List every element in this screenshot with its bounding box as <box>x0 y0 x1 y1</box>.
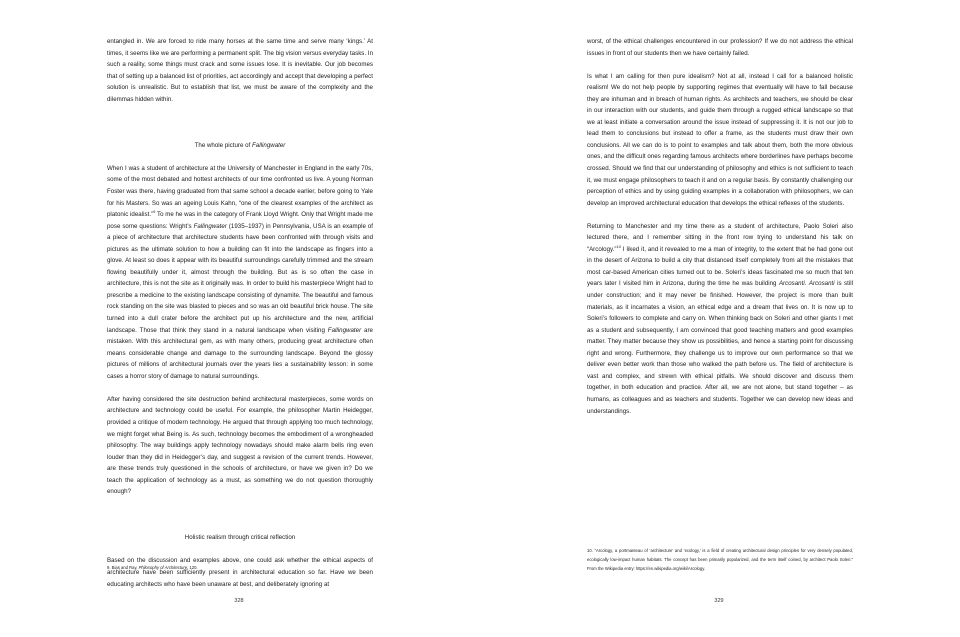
paragraph: After having considered the site destruction behind architectural masterpieces, some words on architecture and technology could be useful. For example, the philosopher Martin Heidegger, provided a critique of modern technology. He argued that through applying too much technology, we might forget what Being is. As such, technology becomes the embodiment of a wrongheaded philosophy. The way buildings apply technology nowadays should make alarm bells ring even louder than they did in Heidegger’s day, and suggest a revision of the current trends. However, are these trends truly questioned in the schools of architecture, or have we given in? Do we teach the application of technology as a must, as something we do not question thoroughly enough? <box>107 395 373 496</box>
paragraph: Returning to Manchester and my time there as a student of architecture, Paolo Soleri also lectured there, and I remember sitting in the front row trying to understand his talk on “Arcology.”$^{10}$ I liked it, and it revealed to me a man of integrity, to the extent that he had gone out in the desert of Arizona to build a city that distanced itself completely from all the mistakes that most car-based American cities turned out to be. Soleri’s ideas fascinated me so much that ten years later I visited him in Arizona, during the time he was building Arcosanti. Arcosanti is still under construction; and it may never be finished. However, the project is more than built materials, as it incarnates a vision, an ethical edge and a dream that lives on. It is now up to Soleri’s followers to complete and carry on. When thinking back on Soleri and other giants I met as a student and subsequently, I am convinced that good teaching matters and good examples matter. They matter because they show us possibilities, and hence a starting point for discussing right and wrong. Furthermore, they challenge us to improve our own performance so that we deliver even better work than those who walked the path before us. The field of architecture is vast and complex, and strewn with ethical pitfalls. We should discover and discuss them together, in both education and practice. After all, we are not alone, but stand together – as humans, as colleagues and as teachers and students. Together we can develop new ideas and understandings. <box>587 222 853 415</box>
footnote: 9. Bias and Ray, Philosophy of Architecture, 120. <box>107 565 198 570</box>
section-heading: Holistic realism through critical reflection <box>184 534 296 542</box>
footnote-ref[interactable]: 9 <box>153 209 156 215</box>
paragraph: Based on the discussion and examples above, one could ask whether the ethical aspects of architecture have been sufficiently present in architectural education so far. Have we been educating architects who have been unaware at best, and deliberately ignoring at <box>107 557 373 588</box>
paragraph: Is what I am calling for then pure idealism? Not at all, instead I call for a balanced holistic realism! We do not help people by supporting regimes that eventually will have to fall because they are inhuman and in breach of human rights. As architects and teachers, we should be clear in our interaction with our students, and guide them through a rugged ethical landscape so that we at least initiate a conversation around the issue instead of suppressing it. It is not our job to lead them to conclusions but instead to offer a frame, as the students must draw their own conclusions. All we can do is to point to examples and talk about them, both the more obvious ones, and the difficult ones regarding famous architects where borderlines have perhaps become crossed. Should we find that our understanding of philosophy and ethics is not sufficient to teach it, we must engage philosophers to teach it and on a regular basis. By constantly challenging our perception of ethics and by using guiding examples in a collaboration with philosophers, we can develop an improved architectural education that develops the ethical reflexes of the students. <box>587 72 853 207</box>
left-body-text <box>107 36 373 602</box>
right-body-text <box>587 36 853 429</box>
page-number: 328 <box>234 598 244 604</box>
footnote-ref[interactable]: 10 <box>616 243 621 249</box>
footnote: 10. “Arcology, a portmanteau of ‘architecture’ and ‘ecology,’ is a field of creating architectural design principles for very densely populated, ecologically low-impact human habitats. The concept has been primarily popularized, and the term itself coined, by architect Paolo Soleri.” From the Wikipedia entry: https://en.wikipedia.org/wiki/Arcology. <box>587 548 853 571</box>
section-heading: The whole picture of Fallingwater <box>194 141 286 149</box>
paragraph: worst, of the ethical challenges encountered in our profession? If we do not address the ethical issues in front of our students then we have certainly failed. <box>587 38 853 57</box>
right-page <box>480 0 960 637</box>
page-number: 329 <box>714 598 724 604</box>
paragraph: entangled in. We are forced to ride many horses at the same time and serve many ‘kings.’ At times, it seems like we are performing a permanent split. The big vision versus everyday tasks. In such a reality, some things must crack and some issues lose. It is inevitable. Our job becomes that of setting up a balanced list of priorities, act accordingly and accept that developing a perfect solution is unrealistic. But to establish that list, we must be aware of the complexity and the dilemmas hidden within. <box>107 38 374 103</box>
paragraph: When I was a student of architecture at the University of Manchester in England in the early 70s, some of the most debated and hottest architects of our time confronted us live. A young Norman Foster was there, having graduated from that same school a decade earlier, before going to Yale for his Masters. So was an ageing Louis Kahn, “one of the clearest examples of the architect as platonic idealist.”$^9$ To me he was in the category of Frank Lloyd Wright. Only that Wright made me pose some questions: Wright’s Fallingwater (1935–1937) in Pennsylvania, USA is an example of a piece of architecture that architecture students have been confronted with through visits and pictures as the ultimate solution to how a building can fit into the landscape as fingers into a glove. At least so does it appear with its beautiful surroundings carefully trimmed and the stream flowing beautifully under it, almost through the building. But as is so often the case in architecture, this is not the site as it originally was. In order to build his masterpiece Wright had to prescribe a medicine to the existing landscape consisting of dynamite. The beautiful and famous rock standing on the site was blasted to pieces and so was an old beautiful brick house. The site turned into a dull crater before the architect put up his architecture and the new, artificial landscape. Those that think they stand in a natural landscape when visiting Fallingwater are mistaken. With this architectural gem, as with many others, producing great architecture often means considerable change and damage to the surrounding landscape. Beyond the glossy pictures of millions of architectural journals over the years lies a sustainability lesson: in some cases a horror story of damage to natural surroundings. <box>107 164 373 380</box>
